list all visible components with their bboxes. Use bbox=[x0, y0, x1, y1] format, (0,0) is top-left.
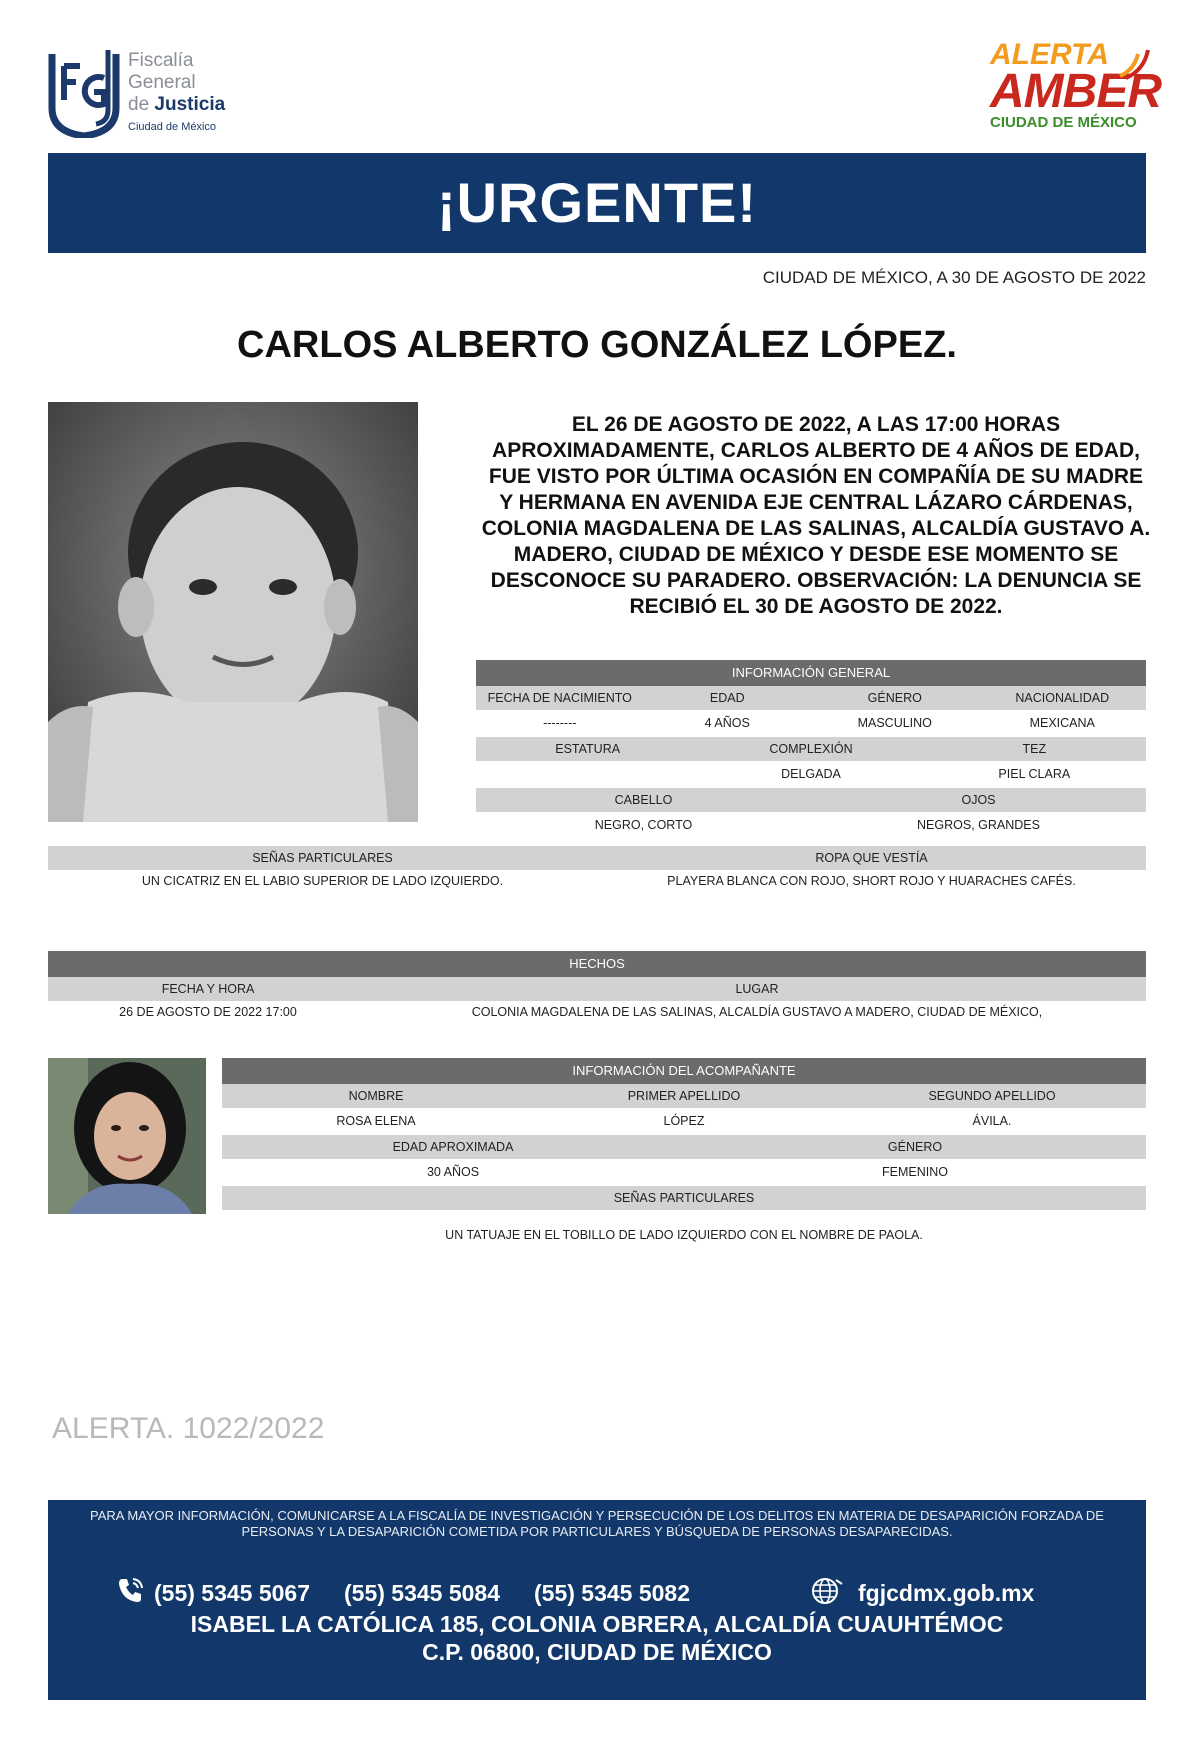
value-companion-marks: UN TATUAJE EN EL TOBILLO DE LADO IZQUIERDO CON EL NOMBRE DE PAOLA. bbox=[445, 1228, 923, 1242]
label-companion-age: EDAD APROXIMADA bbox=[392, 1140, 514, 1154]
value-companion-gender: FEMENINO bbox=[882, 1165, 948, 1179]
companion-labels-row2 bbox=[222, 1135, 1146, 1159]
issue-date: CIUDAD DE MÉXICO, A 30 DE AGOSTO DE 2022 bbox=[762, 268, 1146, 287]
label-build: COMPLEXIÓN bbox=[769, 742, 853, 756]
general-info-header: INFORMACIÓN GENERAL bbox=[476, 660, 1146, 686]
value-companion-first-surname: LÓPEZ bbox=[663, 1114, 705, 1128]
value-hair: NEGRO, CORTO bbox=[594, 818, 693, 832]
case-narrative: EL 26 DE AGOSTO DE 2022, A LAS 17:00 HORAS APROXIMADAMENTE, CARLOS ALBERTO DE 4 AÑOS DE EDAD, FUE VISTO POR ÚLTIMA OCASIÓN EN COMPAÑÍA DE SU MADRE Y HERMANA EN AVENIDA EJE CENTRAL LÁZARO CÁRDENAS, COLONIA MAGDALENA DE LAS SALINAS, ALCALDÍA GUSTAVO A. MADERO, CIUDAD DE MÉXICO Y DESDE ESE MOMENTO SE DESCONOCE SU PARADERO. OBSERVACIÓN: LA DENUNCIA SE RECIBIÓ EL 30 DE AGOSTO DE 2022. bbox=[481, 413, 1151, 618]
label-complexion: TEZ bbox=[1022, 742, 1047, 756]
label-companion-first-surname: PRIMER APELLIDO bbox=[627, 1089, 741, 1103]
missing-person-photo bbox=[48, 402, 418, 822]
general-info-values-row2 bbox=[476, 761, 1146, 788]
companion-photo bbox=[48, 1058, 206, 1214]
globe-icon bbox=[810, 1576, 844, 1606]
label-eyes: OJOS bbox=[961, 793, 996, 807]
facts-labels bbox=[48, 977, 1146, 1001]
phone-number-3[interactable]: (55) 5345 5082 bbox=[534, 1580, 691, 1606]
fgj-wordmark: Fiscalía General de Justicia Ciudad de México bbox=[128, 50, 226, 133]
general-info-labels-row3 bbox=[476, 788, 1146, 812]
companion-values-row2 bbox=[222, 1159, 1146, 1186]
general-info-values-row1 bbox=[476, 710, 1146, 737]
value-complexion: PIEL CLARA bbox=[998, 767, 1071, 781]
value-nationality: MEXICANA bbox=[1029, 716, 1095, 730]
value-build: DELGADA bbox=[781, 767, 841, 781]
value-distinguishing-marks: UN CICATRIZ EN EL LABIO SUPERIOR DE LADO IZQUIERDO. bbox=[141, 874, 504, 888]
phone-icon bbox=[116, 1576, 144, 1604]
label-place: LUGAR bbox=[735, 982, 779, 996]
marks-clothing-values bbox=[48, 870, 1146, 892]
value-companion-age: 30 AÑOS bbox=[426, 1165, 480, 1179]
label-date-time: FECHA Y HORA bbox=[161, 982, 255, 996]
label-gender: GÉNERO bbox=[867, 691, 922, 705]
label-clothing: ROPA QUE VESTÍA bbox=[815, 851, 928, 865]
website-link[interactable]: fgjcdmx.gob.mx bbox=[858, 1580, 1035, 1606]
label-nationality: NACIONALIDAD bbox=[1015, 691, 1110, 705]
facts-values bbox=[48, 1001, 1146, 1023]
value-date-time: 26 DE AGOSTO DE 2022 17:00 bbox=[119, 1005, 297, 1019]
value-eyes: NEGROS, GRANDES bbox=[917, 818, 1040, 832]
general-info-labels-row1 bbox=[476, 686, 1146, 710]
urgent-banner: ¡URGENTE! bbox=[48, 153, 1146, 253]
amber-signal-icon bbox=[1116, 40, 1152, 80]
facts-header: HECHOS bbox=[48, 951, 1146, 977]
alerta-amber-logo: ALERTA AMBER CIUDAD DE MÉXICO bbox=[990, 38, 1161, 131]
footer-address bbox=[48, 1610, 1146, 1666]
companion-values-row1 bbox=[222, 1108, 1146, 1135]
value-place: COLONIA MAGDALENA DE LAS SALINAS, ALCALDÍA GUSTAVO A MADERO, CIUDAD DE MÉXICO, bbox=[471, 1005, 1043, 1019]
alert-number: ALERTA. 1022/2022 bbox=[52, 1412, 325, 1445]
companion-info-table bbox=[222, 1058, 1146, 1210]
address-line-2: C.P. 06800, CIUDAD DE MÉXICO bbox=[422, 1639, 772, 1665]
fgj-logo bbox=[46, 42, 256, 142]
value-age: 4 AÑOS bbox=[704, 716, 750, 730]
marks-clothing-table bbox=[48, 846, 1146, 892]
value-birthdate: -------- bbox=[543, 716, 577, 730]
label-hair: CABELLO bbox=[614, 793, 673, 807]
label-birthdate: FECHA DE NACIMIENTO bbox=[487, 691, 632, 705]
value-companion-name: ROSA ELENA bbox=[336, 1114, 416, 1128]
label-companion-marks: SEÑAS PARTICULARES bbox=[613, 1191, 755, 1205]
value-clothing: PLAYERA BLANCA CON ROJO, SHORT ROJO Y HUARACHES CAFÉS. bbox=[667, 874, 1076, 888]
value-gender: MASCULINO bbox=[857, 716, 932, 730]
general-info-values-row3 bbox=[476, 812, 1146, 839]
address-line-1: ISABEL LA CATÓLICA 185, COLONIA OBRERA, ALCALDÍA CUAUHTÉMOC bbox=[190, 1611, 1004, 1637]
missing-person-name: CARLOS ALBERTO GONZÁLEZ LÓPEZ. bbox=[237, 324, 957, 366]
marks-clothing-labels bbox=[48, 846, 1146, 870]
label-companion-gender: GÉNERO bbox=[887, 1140, 943, 1154]
value-companion-second-surname: ÁVILA. bbox=[972, 1114, 1012, 1128]
contact-footer bbox=[48, 1500, 1146, 1700]
facts-table bbox=[48, 951, 1146, 1023]
label-height: ESTATURA bbox=[555, 742, 621, 756]
companion-labels-row1 bbox=[222, 1084, 1146, 1108]
phone-number-1[interactable]: (55) 5345 5067 bbox=[154, 1580, 311, 1606]
label-distinguishing-marks: SEÑAS PARTICULARES bbox=[252, 851, 393, 865]
companion-marks-label-row bbox=[222, 1186, 1146, 1210]
label-age: EDAD bbox=[709, 691, 745, 705]
fgj-emblem-icon bbox=[46, 48, 122, 138]
footer-info-text: PARA MAYOR INFORMACIÓN, COMUNICARSE A LA FISCALÍA DE INVESTIGACIÓN Y PERSECUCIÓN DE LOS DELITOS EN MATERIA DE DESAPARICIÓN FORZADA DE PERSONAS Y LA DESAPARICIÓN COMETIDA POR PARTICULARES Y BÚSQUEDA DE PERSONAS DESAPARECIDAS. bbox=[90, 1508, 1104, 1539]
general-info-table bbox=[476, 660, 1146, 839]
phone-number-2[interactable]: (55) 5345 5084 bbox=[344, 1580, 501, 1606]
general-info-labels-row2 bbox=[476, 737, 1146, 761]
label-companion-name: NOMBRE bbox=[348, 1089, 404, 1103]
companion-info-header: INFORMACIÓN DEL ACOMPAÑANTE bbox=[222, 1058, 1146, 1084]
label-companion-second-surname: SEGUNDO APELLIDO bbox=[928, 1089, 1056, 1103]
value-height bbox=[476, 761, 699, 788]
